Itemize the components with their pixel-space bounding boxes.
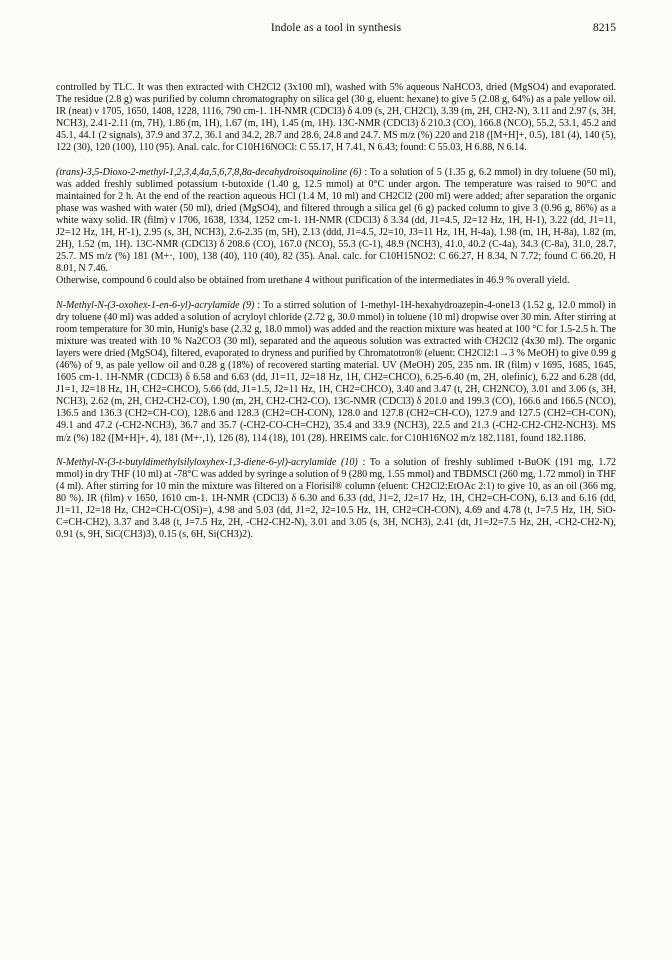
running-title: Indole as a tool in synthesis [270, 22, 402, 34]
paragraph-compound-6 [56, 167, 616, 276]
paragraph-text: : To a solution of 5 (1.35 g, 6.2 mmol) in dry toluene (50 ml), was added freshly sublimed potassium t-butoxide (1.40 g, 12.5 mmol) at 0°C under argon. The temperature was raised to 90°C and maintained for 2 h. At the end of the reaction aqueous HCl (1.4 M, 10 ml) and CH2Cl2 (200 ml) were added; after separation the organic phase was washed with water (50 ml), dried (MgSO4), and filtered through a silica gel (6 g) packed column to give 3 (0.96 g, 86%) as a white waxy solid. IR (film) ν 1706, 1638, 1334, 1252 cm-1. 1H-NMR (CDCl3) δ 3.34 (dd, J1=4.5, J2=12 Hz, 1H, H-1), 3.22 (dd, J1=11, J2=12 Hz, 1H, H'-1), 2.95 (s, 3H, NCH3), 2.6-2.35 (m, 5H), 2.13 (ddd, J1=4.5, J2=10, J3=11 Hz, 1H, H-4a), 1.98 (m, 1H, H-8a), 1.82 (m, 2H), 1.52 (m, 1H). 13C-NMR (CDCl3) δ 208.6 (CO), 167.0 (NCO), 55.3 (C-1), 48.9 (NCH3), 41.0, 40.2 (C-4a), 34.3 (C-8a), 31.0, 28.7, 25.7. MS m/z (%) 181 (M+·, 100), 138 (40), 110 (40), 82 (35). Anal. calc. for C10H15NO2: C 66.27, H 8.34, N 7.72; found C 66.20, H 8.01, N 7.46. [56, 166, 616, 275]
page-number: 8215 [593, 22, 616, 34]
paragraph-text: : To a stirred solution of 1-methyl-1H-hexahydroazepin-4-one13 (1.52 g, 12.0 mmol) in dry toluene (40 ml) was added a solution of acryloyl chloride (2.72 g, 30.0 mmol) in toluene (10 ml) dropwise over 30 min. After stirring at room temperature for 30 min, Hunig's base (2.32 g, 18.0 mmol) was added and the reaction mixture was heated at 100 °C for 1.5-2.5 h. The mixture was treated with 10 % Na2CO3 (30 ml), separated and the aqueous solution was extracted with CH2Cl2 (4x30 ml). The organic layers were dried (MgSO4), filtered, evaporated to dryness and purified by Chromatotron® (eluent: CH2Cl2:1→3 % MeOH) to give 0.99 g (46%) of 9, as pale yellow oil and 0.28 g (18%) of recovered starting material. UV (MeOH) 205, 235 nm. IR (film) ν 1695, 1685, 1645, 1605 cm-1. 1H-NMR (CDCl3) δ 6.58 and 6.63 (dd, J1=11, J2=18 Hz, 1H, CH2=CHCO), 6.25-6.40 (m, 2H, olefinic), 6.22 and 6.28 (dd, J1=1, J2=18 Hz, 1H, CH2=CHCO), 5.66 (dd, J1=1.5, J2=11 Hz, 1H, CH2=CHCO), 3.40 and 3.47 (t, 2H, CH2NCO), 3.01 and 3.06 (s, 3H, NCH3), 2.62 (m, 2H, CH2-CH2-CO), 1.90 (m, 2H, CH2-CH2-CO). 13C-NMR (CDCl3) δ 201.0 and 199.3 (CO), 166.6 and 166.5 (NCO), 136.5 and 136.3 (CH2=CH-CO), 128.6 and 128.3 (CH2=CH-CON), 128.0 and 127.8 (CH2=CH-CO), 127.9 and 127.5 (CH2=CH-CON), 49.1 and 47.2 (-CH2-NCH3), 36.7 and 35.7 (-CH2-CO-CH=CH2), 35.4 and 33.9 (NCH3), 22.5 and 21.3 (-CH2-CH2-CH2-NCH3). MS m/z (%) 182 ([M+H]+, 4), 181 (M+·,1), 126 (8), 114 (18), 101 (28). HREIMS calc. for C10H16NO2 m/z 182.1181, found 182.1186. [56, 299, 616, 444]
paragraph-compound-6-alternative [56, 275, 616, 287]
paragraph-text: Otherwise, compound 6 could also be obtained from urethane 4 without purification of the intermediates in 46.9 % overall yield. [56, 275, 570, 287]
compound-10-title: N-Methyl-N-(3-t-butyldimethylsilyloxyhex-1,3-diene-6-yl)-acrylamide (10) [56, 456, 358, 468]
compound-6-title: (trans)-3,5-Dioxo-2-methyl-1,2,3,4,4a,5,6,7,8,8a-decahydroisoquinoline (6) [56, 166, 362, 178]
paragraph-compound-5-workup [56, 82, 616, 155]
paragraph-compound-9 [56, 300, 616, 445]
paragraph-text: : To a solution of freshly sublimed t-BuOK (191 mg, 1.72 mmol) in dry THF (10 ml) at -78°C was added by syringe a solution of 9 (280 mg, 1.55 mmol) and TBDMSCl (260 mg, 1.72 mmol) in THF (4 ml). After stirring for 10 min the mixture was filtered on a Florisil® column (eluent: CH2Cl2:EtOAc 2:1) to give 10, as an oil (366 mg, 80 %). IR (film) ν 1650, 1610 cm-1. 1H-NMR (CDCl3) δ 6.30 and 6.33 (dd, J1=2, J2=17 Hz, 1H, CH2=CH-CON), 6.13 and 6.16 (dd, J1=11, J2=18 Hz, CH2=CH-C(OSi)=), 4.98 and 5.03 (dd, J1=2, J2=10.5 Hz, 1H, CH2=CH-CON), 4.69 and 4.78 (t, J=7.5 Hz, 1H, SiO-C=CH-CH2), 3.37 and 3.48 (t, J=7.5 Hz, 2H, -CH2-CH2-N), 3.01 and 3.05 (s, 3H, NCH3), 2.41 (dt, J1=J2=7.5 Hz, 2H, -CH2-CH2-N), 0.91 (s, 9H, SiC(CH3)3), 0.15 (s, 6H, Si(CH3)2). [56, 456, 616, 541]
article-body [56, 82, 616, 541]
paragraph-text: controlled by TLC. It was then extracted with CH2Cl2 (3x100 ml), washed with 5% aqueous NaHCO3, dried (MgSO4) and evaporated. The residue (2.8 g) was purified by column chromatography on silica gel (30 g, eluent: hexane) to give 5 (2.08 g, 64%) as a pale yellow oil. IR (neat) ν 1705, 1650, 1408, 1228, 1116, 790 cm-1. 1H-NMR (CDCl3) δ 4.09 (s, 2H, CH2Cl), 3.39 (m, 2H, CH2-N), 3.11 and 2.97 (s, 3H, NCH3), 2.41-2.11 (m, 7H), 1.86 (m, 1H), 1.67 (m, 1H), 1.45 (m, 1H). 13C-NMR (CDCl3) δ 210.3 (CO), 166.8 (NCO), 55.2, 53.1, 45.2 and 45.1, 44.1 (2 signals), 37.9 and 37.2, 36.1 and 34.2, 28.7 and 28.6, 24.8 and 24.7. MS m/z (%) 220 and 218 ([M+H]+, 0.5), 181 (4), 140 (5), 122 (30), 120 (100), 110 (95). Anal. calc. for C10H16NOCl: C 55.17, H 7.41, N 6.43; found: C 55.03, H 6.88, N 6.14. [56, 82, 616, 154]
paragraph-compound-10 [56, 457, 616, 542]
compound-9-title: N-Methyl-N-(3-oxohex-1-en-6-yl)-acrylamide (9) [56, 299, 255, 311]
